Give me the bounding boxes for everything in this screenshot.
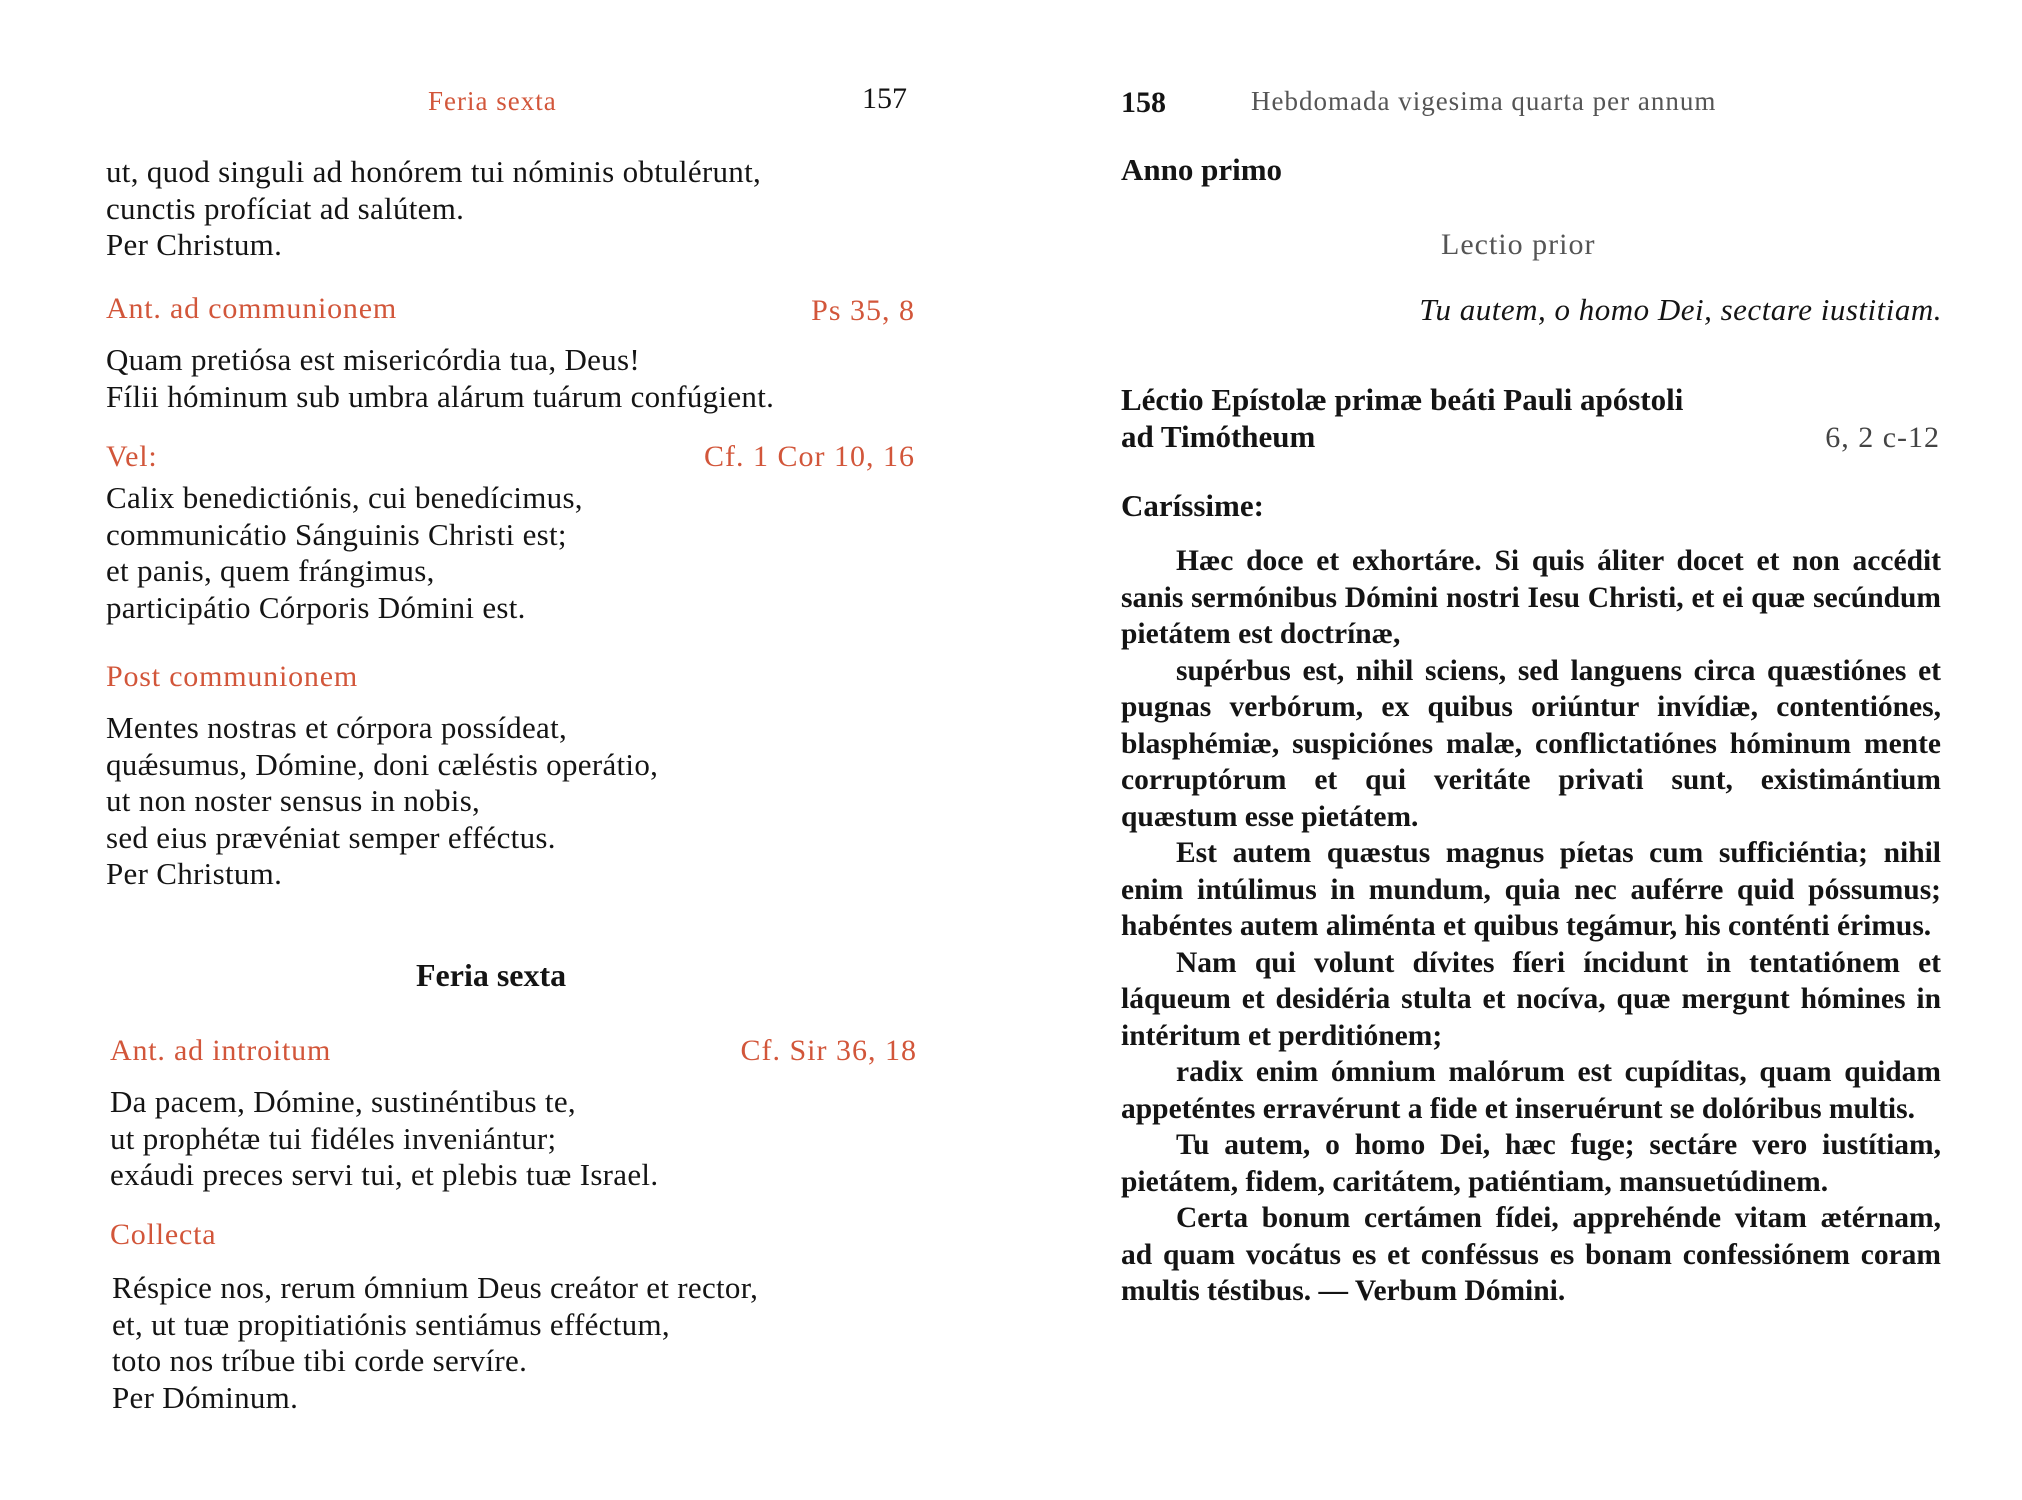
text-line: cunctis profíciat ad salútem.	[106, 190, 465, 226]
opening-lines	[106, 154, 761, 264]
text-line: participátio Córporis Dómini est.	[106, 589, 526, 625]
post-communion-label: Post communionem	[106, 660, 358, 693]
post-communion-text	[106, 710, 658, 893]
reading-title-line1: Léctio Epístolæ primæ beáti Pauli apóstoli	[1121, 382, 1684, 417]
text-line: ut, quod singuli ad honórem tui nóminis obtulérunt,	[106, 154, 762, 189]
salutation: Caríssime:	[1121, 488, 1264, 523]
reading-ref: 6, 2 c-12	[1825, 421, 1940, 454]
text-line: communicátio Sánguinis Christi est;	[106, 516, 567, 552]
communion-label: Ant. ad communionem	[106, 292, 397, 325]
introit-ref: Cf. Sir 36, 18	[740, 1034, 917, 1067]
running-title: Feria sexta	[428, 86, 557, 116]
text-line: Per Dóminum.	[112, 1379, 299, 1415]
reading-body	[1121, 543, 1941, 1310]
text-line: Calix benedictiónis, cui benedícimus,	[106, 480, 583, 515]
text-line: exáudi preces servi tui, et plebis tuæ Israel.	[110, 1157, 659, 1192]
page-number: 157	[862, 82, 907, 115]
text-line: et panis, quem frángimus,	[106, 553, 435, 588]
communion-ref: Ps 35, 8	[811, 294, 915, 327]
vel-text	[106, 480, 583, 626]
reading-title-line2: ad Timótheum	[1121, 419, 1316, 454]
text-line: toto nos tríbue tibi corde servíre.	[112, 1343, 528, 1378]
vel-ref: Cf. 1 Cor 10, 16	[704, 440, 915, 473]
running-title: Hebdomada vigesima quarta per annum	[1251, 86, 1717, 116]
introit-text	[110, 1084, 658, 1194]
text-line: ut non noster sensus in nobis,	[106, 783, 481, 818]
reading-paragraph: Est autem quæstus magnus píetas cum sufficiéntia; nihil enim intúlimus in mundum, quia nec auférre quid póssumus; habéntes autem aliménta et quibus tegámur, his conténti érimus.	[1121, 837, 1941, 942]
text-line: Réspice nos, rerum ómnium Deus creátor et rector,	[112, 1270, 759, 1305]
text-line: et, ut tuæ propitiatiónis sentiámus efféctum,	[112, 1306, 670, 1342]
page-number: 158	[1121, 86, 1166, 119]
reading-paragraph: Tu autem, o homo Dei, hæc fuge; sectáre vero iustítiam, pietátem, fidem, caritátem, patiéntiam, mansuetúdinem.	[1121, 1129, 1941, 1198]
introit-label: Ant. ad introitum	[110, 1034, 332, 1067]
text-line: Mentes nostras et córpora possídeat,	[106, 710, 568, 745]
vel-label: Vel:	[106, 440, 158, 473]
collect-text	[112, 1270, 758, 1416]
communion-text	[106, 342, 774, 415]
reading-paragraph: Certa bonum certámen fídei, apprehénde vitam ætérnam, ad quam vocátus es et conféssus es bonam confessiónem coram multis téstibus. — Verbum Dómini.	[1121, 1202, 1941, 1307]
text-line: Fílii hóminum sub umbra alárum tuárum confúgient.	[106, 378, 775, 414]
text-line: sed eius prævéniat semper efféctus.	[106, 819, 556, 855]
text-line: Quam pretiósa est misericórdia tua, Deus!	[106, 342, 640, 377]
section-heading: Feria sexta	[416, 957, 567, 993]
reading-paragraph: radix enim ómnium malórum est cupíditas, quam quidam appeténtes erravérunt a fide et inseruérunt se dolóribus multis.	[1121, 1056, 1941, 1125]
text-line: Per Christum.	[106, 227, 283, 262]
reading-paragraph: Nam qui volunt dívites fíeri íncidunt in tentatiónem et láqueum et desidéria stulta et nocíva, quæ mergunt hómines in intéritum et perditiónem;	[1121, 946, 1941, 1052]
text-line: Da pacem, Dómine, sustinéntibus te,	[110, 1084, 576, 1119]
text-line: Per Christum.	[106, 856, 283, 891]
collect-label: Collecta	[110, 1218, 217, 1251]
text-line: ut prophétæ tui fidéles inveniántur;	[110, 1120, 557, 1156]
text-line: quǽsumus, Dómine, doni cæléstis operátio,	[106, 746, 659, 782]
reading-motto: Tu autem, o homo Dei, sectare iustitiam.	[1419, 292, 1942, 327]
reading-paragraph: Hæc doce et exhortáre. Si quis áliter docet et non accédit sanis sermónibus Dómini nostri Iesu Christi, et ei quæ secúndum pietátem est doctrínæ,	[1121, 545, 1941, 650]
reading-paragraph: supérbus est, nihil sciens, sed languens circa quæstiónes et pugnas verbórum, ex quibus oriúntur invídiæ, contentiónes, blasphémiæ, suspiciónes malæ, conflictatiónes hóminum mente corruptórum et qui veritáte privati sunt, existimántium quæstum esse pietátem.	[1121, 654, 1941, 833]
year-heading: Anno primo	[1121, 152, 1283, 187]
reading-label: Lectio prior	[1441, 228, 1596, 261]
